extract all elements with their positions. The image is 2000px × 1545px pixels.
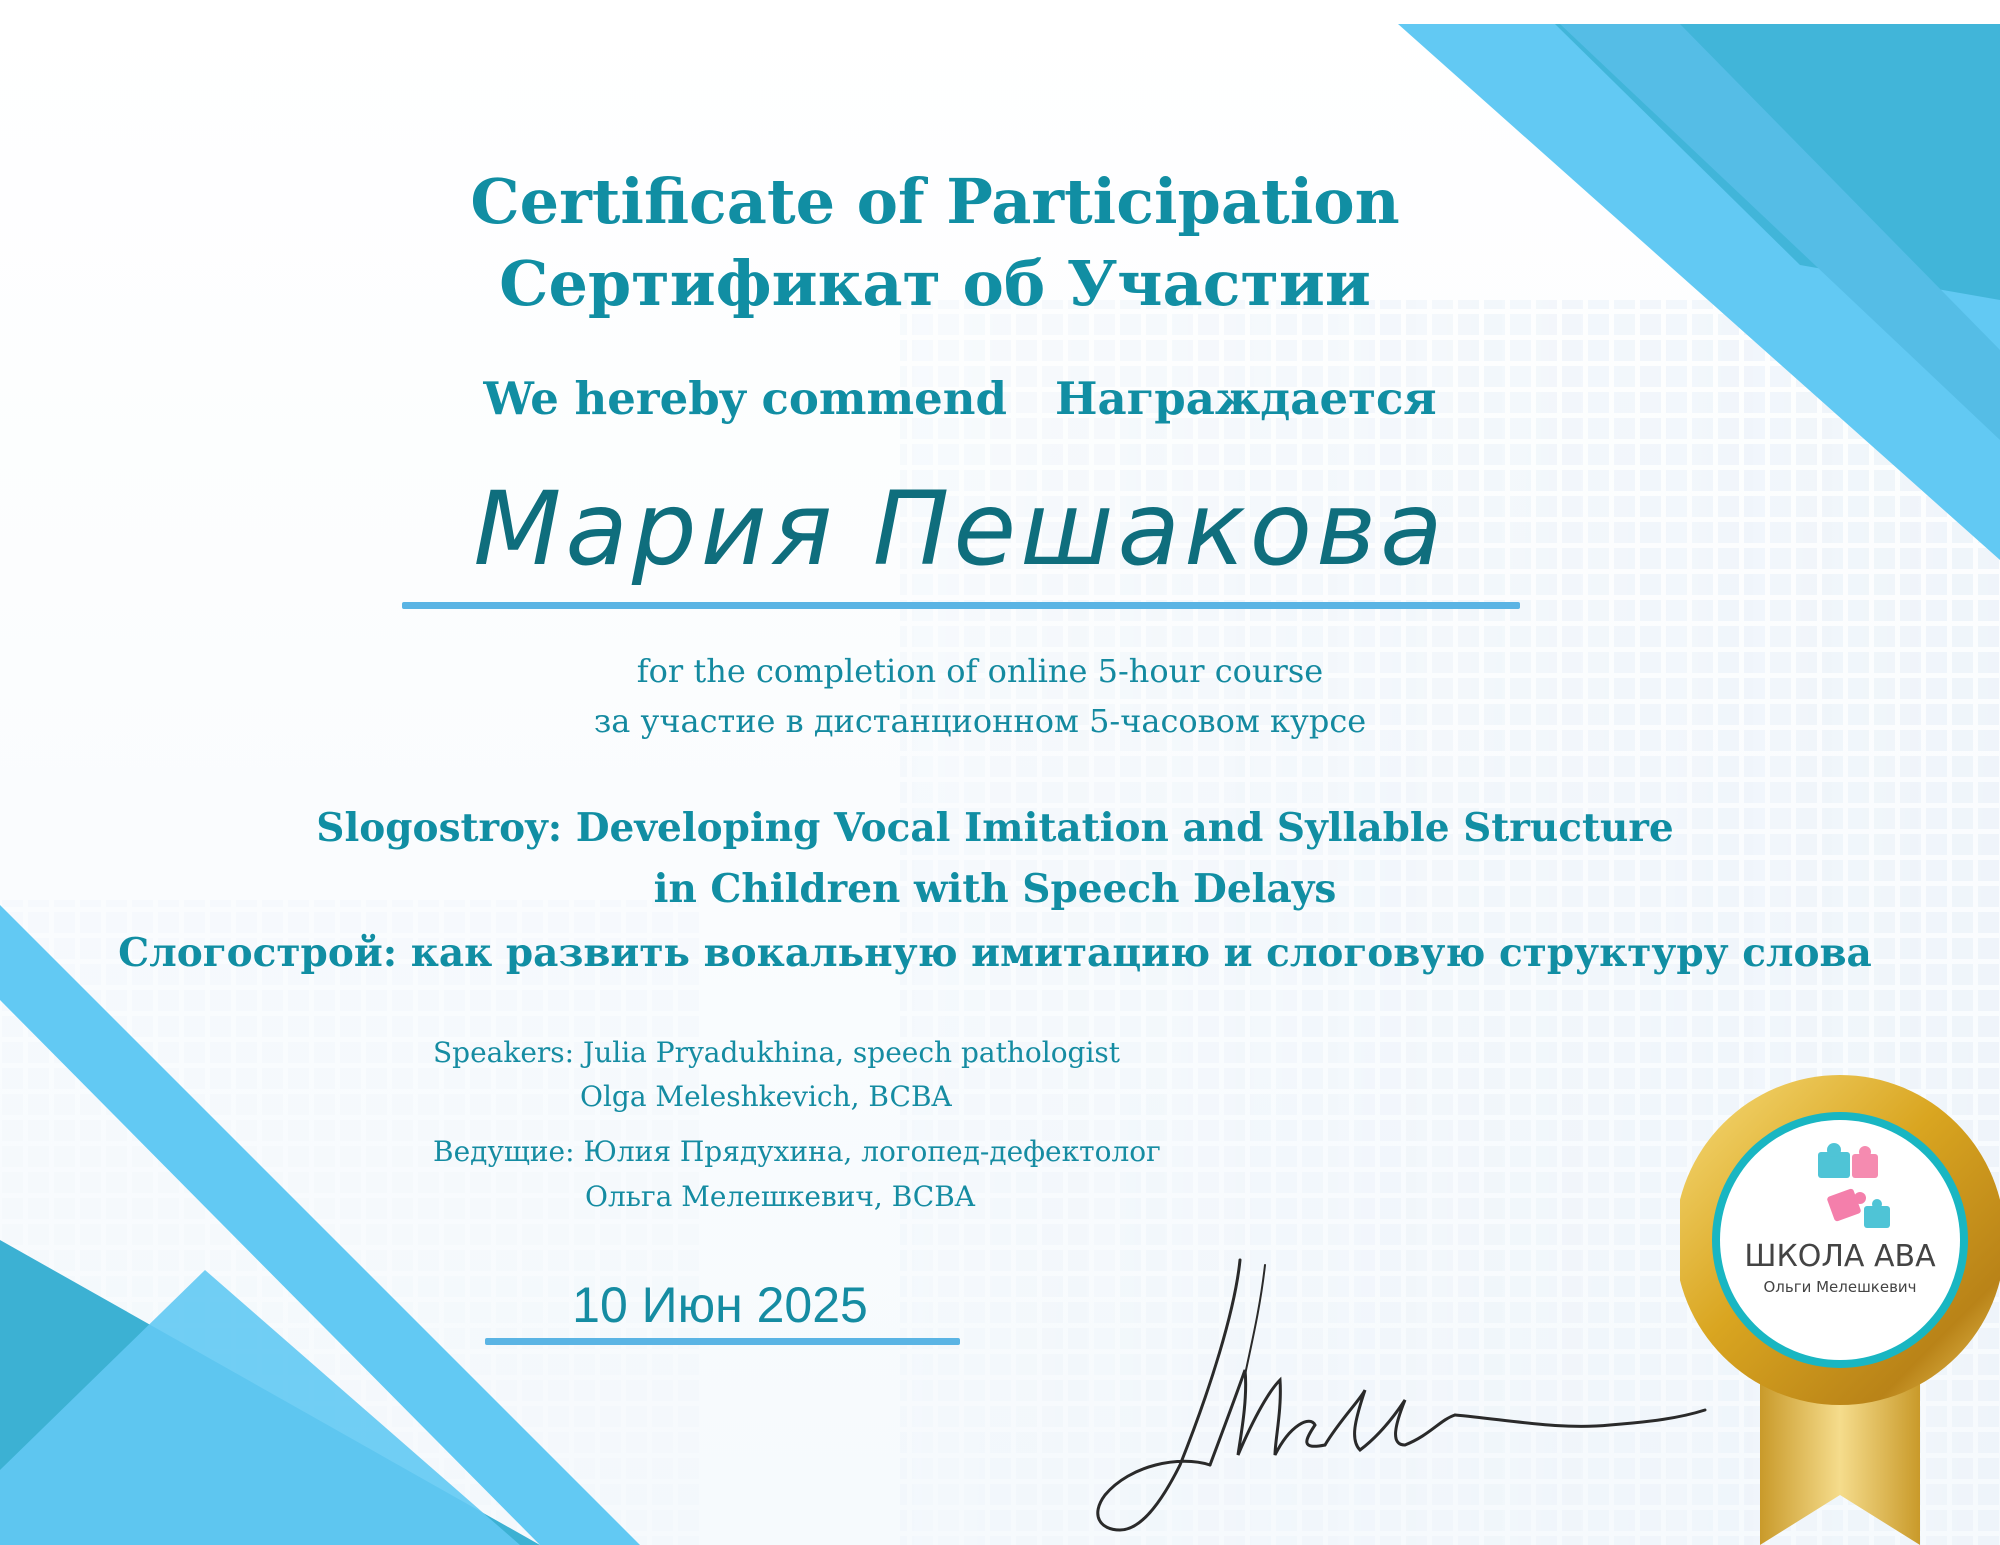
speakers-en-line2: Olga Meleshkevich, BCBA bbox=[580, 1080, 952, 1113]
completion-text-ru: за участие в дистанционном 5-часовом курсе bbox=[593, 702, 1367, 740]
name-underline bbox=[402, 602, 1520, 609]
course-title-ru: Слогострой: как развить вокальную имитацию и слоговую структуру слова bbox=[118, 930, 1872, 976]
speakers-ru-line1: Ведущие: Юлия Прядухина, логопед-дефектолог bbox=[433, 1135, 1161, 1168]
commend-row bbox=[0, 372, 1920, 425]
signature bbox=[1060, 1250, 1730, 1545]
school-seal bbox=[1680, 1070, 2000, 1545]
recipient-name: Мария Пешакова bbox=[473, 470, 1447, 589]
date-underline bbox=[485, 1338, 960, 1345]
seal-school-name: ШКОЛА АВА bbox=[1744, 1239, 1936, 1274]
completion-text-en: for the completion of online 5-hour course bbox=[636, 652, 1324, 690]
commend-text-ru: Награждается bbox=[1054, 372, 1437, 425]
course-title-en-line2: in Children with Speech Delays bbox=[653, 866, 1337, 912]
seal-school-subtitle: Ольги Мелешкевич bbox=[1763, 1278, 1917, 1296]
speakers-ru-line2: Ольга Мелешкевич, BCBA bbox=[585, 1180, 976, 1213]
speakers-en-line1: Speakers: Julia Pryadukhina, speech pathologist bbox=[433, 1036, 1121, 1069]
seal-graphic bbox=[1680, 1070, 2000, 1545]
issue-date: 10 Июн 2025 bbox=[572, 1277, 868, 1333]
certificate-title-ru: Сертификат об Участии bbox=[499, 247, 1371, 320]
certificate-title-en: Certificate of Participation bbox=[470, 165, 1400, 238]
course-title-en-line1: Slogostroy: Developing Vocal Imitation and Syllable Structure bbox=[316, 805, 1674, 851]
commend-text-en: We hereby commend bbox=[483, 372, 1007, 425]
